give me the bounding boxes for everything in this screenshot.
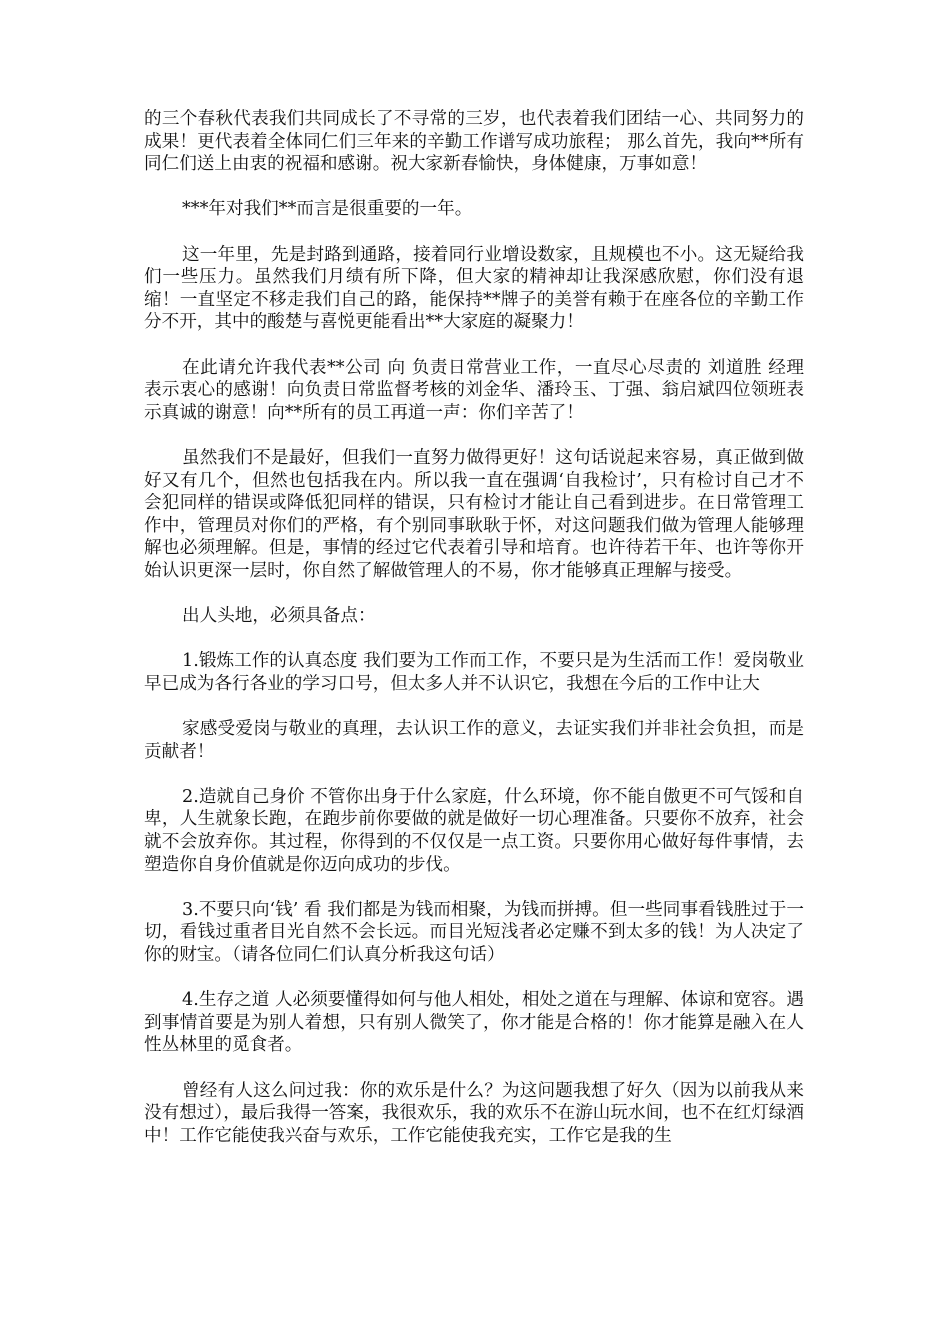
paragraph-success-intro: 出人头地，必须具备点：	[182, 606, 376, 627]
paragraph-happiness: 曾经有人这么问过我：你的欢乐是什么？为这问题我想了好久（因为以前我从来没有想过），最后我得一答案，我很欢乐，我的欢乐不在游山玩水间，也不在红灯绿酒中！工作它能使我兴奋与欢乐，工作它能使我充实，工作它是我的生	[144, 1080, 804, 1146]
paragraph-year-review: 这一年里，先是封路到通路，接着同行业增设数家，且规模也不小。这无疑给我们一些压力。虽然我们月绩有所下降，但大家的精神却让我深感欣慰，你们没有退缩！一直坚定不移走我们自己的路，能保持**牌子的美誉有赖于在座各位的辛勤工作分不开，其中的酸楚与喜悦更能看出**大家庭的凝聚力！	[144, 244, 804, 333]
paragraph-point-3: 3.不要只向‘钱’ 看 我们都是为钱而相聚，为钱而拼搏。但一些同事看钱胜过于一切，看钱过重者目光自然不会长远。而目光短浅者必定赚不到太多的钱！为人决定了你的财宝。（请各位同仁们认真分析我这句话）	[144, 899, 804, 965]
paragraph-point-1-continued: 家感受爱岗与敬业的真理，去认识工作的意义，去证实我们并非社会负担，而是贡献者！	[144, 719, 804, 762]
paragraph-point-2: 2.造就自己身价 不管你出身于什么家庭，什么环境，你不能自傲更不可气馁和自卑，人生就象长跑，在跑步前你要做的就是做好一切心理准备。只要你不放弃，社会就不会放弃你。其过程，你得到的不仅仅是一点工资。只要你用心做好每件事情，去塑造你自身价值就是你迈向成功的步伐。	[144, 786, 804, 875]
paragraph-point-4: 4.生存之道 人必须要懂得如何与他人相处，相处之道在与理解、体谅和宽容。遇到事情首要是为别人着想，只有别人微笑了，你才能是合格的！你才能算是融入在人性丛林里的觅食者。	[144, 990, 804, 1056]
document-page	[144, 108, 804, 1170]
paragraph-point-1: 1.锻炼工作的认真态度 我们要为工作而工作，不要只是为生活而工作！爱岗敬业早已成为各行各业的学习口号，但太多人并不认识它，我想在今后的工作中让大	[144, 651, 804, 694]
paragraph-self-review: 虽然我们不是最好，但我们一直努力做得更好！这句话说起来容易，真正做到做好又有几个，但然也包括我在内。所以我一直在强调‘自我检讨’，只有检讨自己才不会犯同样的错误或降低犯同样的错误，只有检讨才能让自己看到进步。在日常管理工作中，管理员对你们的严格，有个别同事耿耿于怀，对这问题我们做为管理人能够理解也必须理解。但是，事情的经过它代表着引导和培育。也许待若干年、也许等你开始认识更深一层时，你自然了解做管理人的不易，你才能够真正理解与接受。	[144, 447, 804, 581]
paragraph-thanks: 在此请允许我代表**公司 向 负责日常营业工作，一直尽心尽责的 刘道胜 经理 表示衷心的感谢！向负责日常监督考核的刘金华、潘玲玉、丁强、翁启斌四位领班表示真诚的谢意！向**所有的员工再道一声：你们辛苦了！	[144, 357, 804, 423]
paragraph-opening-continuation: 的三个春秋代表我们共同成长了不寻常的三岁，也代表着我们团结一心、共同努力的成果！更代表着全体同仁们三年来的辛勤工作谱写成功旅程； 那么首先，我向**所有同仁们送上由衷的祝福和感谢。祝大家新春愉快，身体健康，万事如意！	[144, 109, 804, 175]
paragraph-important-year: ***年对我们**而言是很重要的一年。	[182, 199, 473, 220]
